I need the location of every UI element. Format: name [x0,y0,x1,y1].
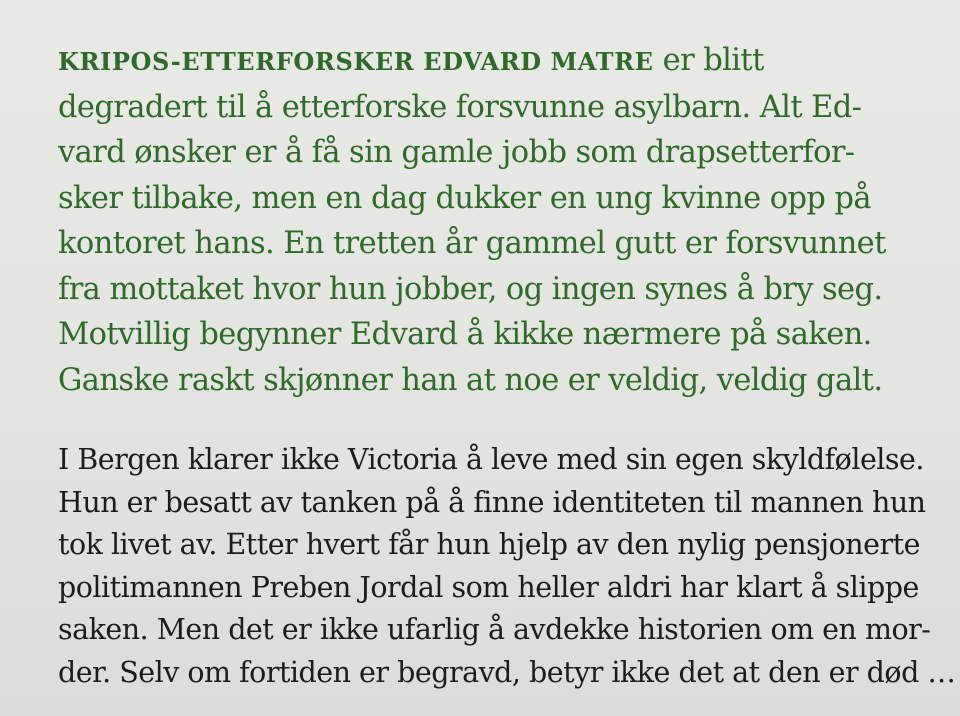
paragraph-1-line-7: Motvillig begynner Edvard å kikke nærmere på saken. [58,317,872,352]
synopsis-paragraph-1 [58,38,930,403]
paragraph-2-line-1: I Bergen klarer ikke Victoria å leve med sin egen skyldfølelse. [58,443,924,476]
paragraph-2-line-5: saken. Men det er ikke ufarlig å avdekke historien om en mor- [58,613,931,646]
paragraph-1-line-4: sker tilbake, men en dag dukker en ung kvinne opp på [58,180,871,216]
paragraph-2-line-4: politimannen Preben Jordal som heller aldri har klart å slippe [58,570,919,604]
paragraph-1-line-1-rest: er blitt [653,43,764,78]
paragraph-1-line-3: vard ønsker er å få sin gamle jobb som drapsetterfor- [58,135,855,170]
synopsis-paragraph-2 [58,439,956,694]
lead-in-caps: KRIPOS-ETTERFORSKER EDVARD MATRE [58,47,654,76]
paragraph-2-line-6: der. Selv om fortiden er begravd, betyr ikke det at den er død … [58,655,956,689]
paragraph-2-line-2: Hun er besatt av tanken på å finne identiteten til mannen hun [58,485,926,519]
paragraph-2-line-3: tok livet av. Etter hvert får hun hjelp av den nylig pensjonerte [58,528,920,561]
paragraph-1-line-6: fra mottaket hvor hun jobber, og ingen synes å bry seg. [58,271,883,307]
paragraph-1-line-8: Ganske raskt skjønner han at noe er veldig, veldig galt. [58,362,883,398]
paragraph-1-line-1 [58,38,930,85]
paragraph-1-line-2: degradert til å etterforske forsvunne asylbarn. Alt Ed- [58,89,862,125]
paragraph-1-line-5: kontoret hans. En tretten år gammel gutt er forsvunnet [58,226,886,261]
